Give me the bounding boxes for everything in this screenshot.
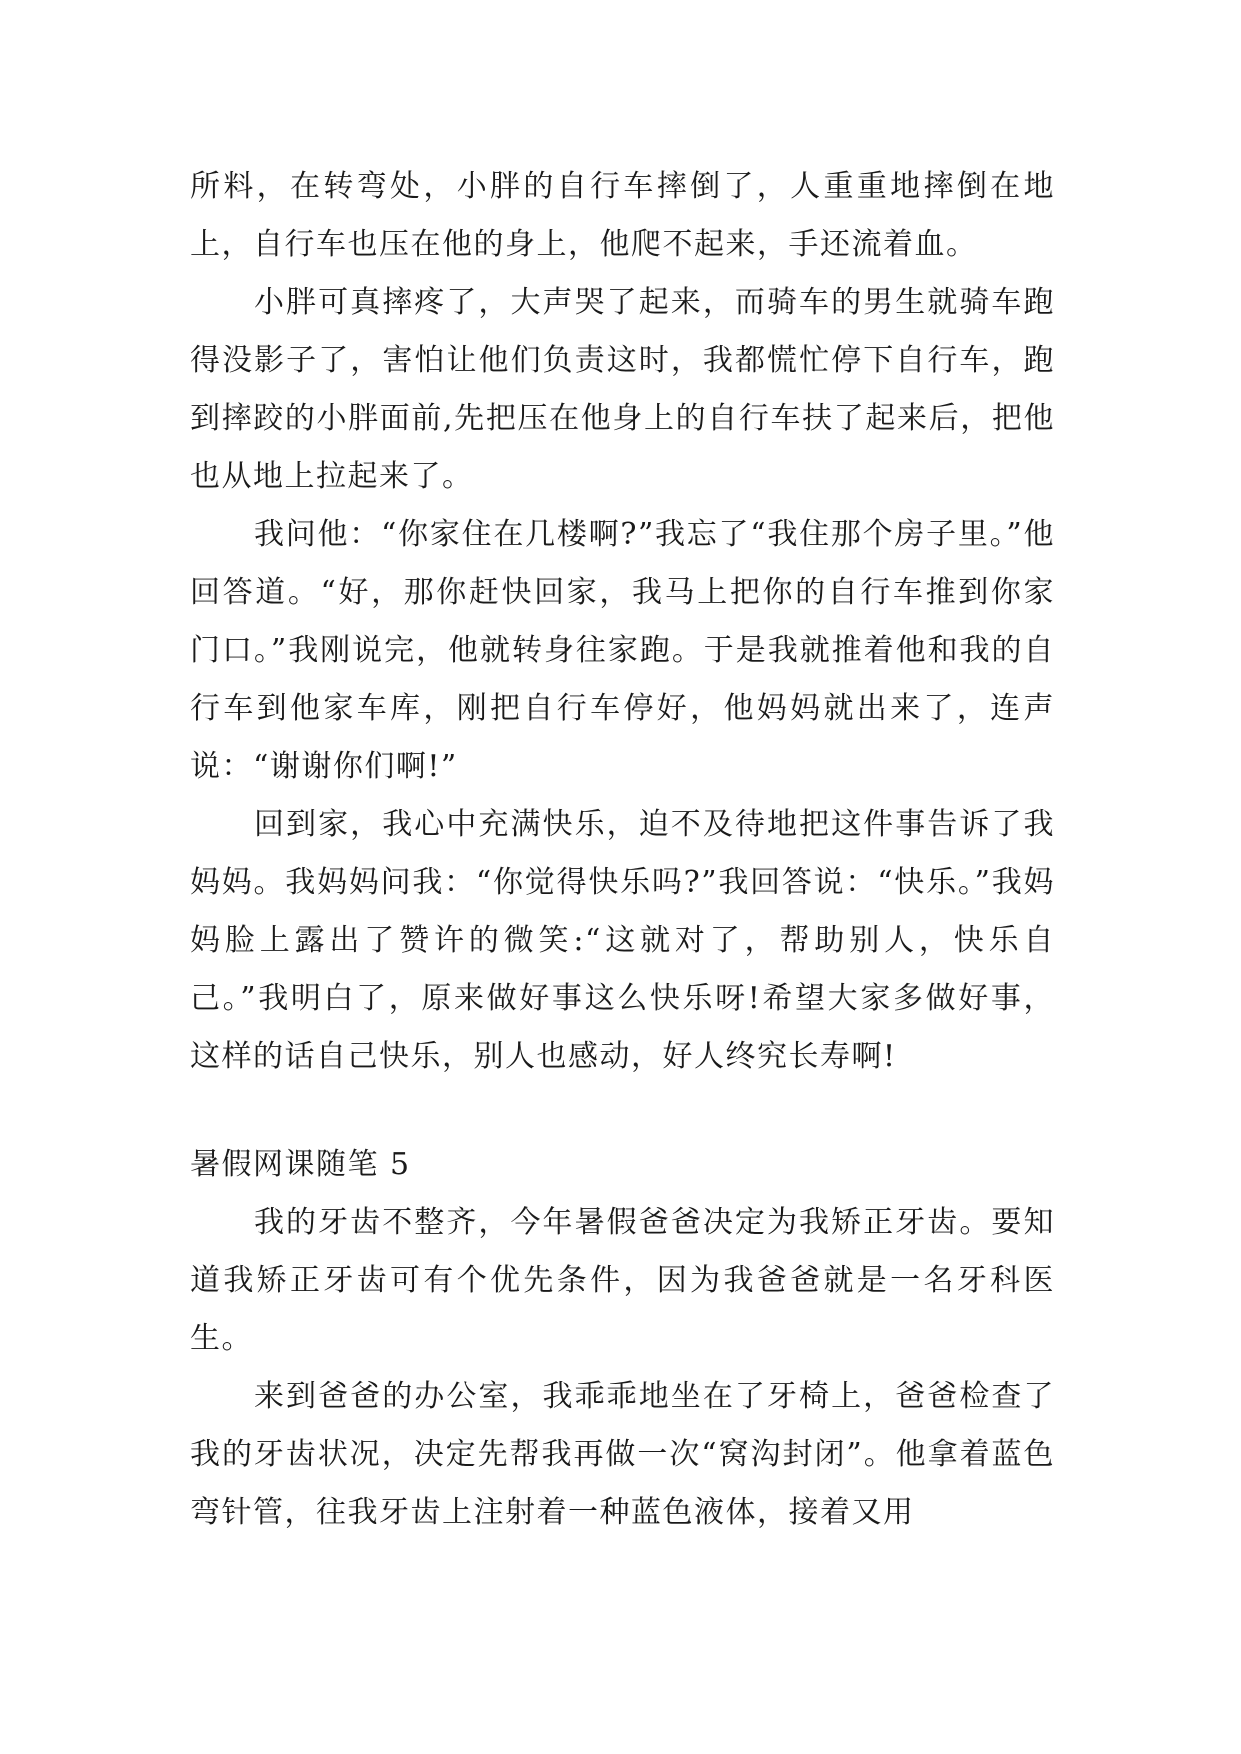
paragraph-continued: 所料，在转弯处，小胖的自行车摔倒了，人重重地摔倒在地上，自行车也压在他的身上，他爬不起来，手还流着血。 xyxy=(190,169,1055,262)
paragraph: 来到爸爸的办公室，我乖乖地坐在了牙椅上，爸爸检查了我的牙齿状况，决定先帮我再做一次“窝沟封闭”。他拿着蓝色弯针管，往我牙齿上注射着一种蓝色液体，接着又用 xyxy=(190,1379,1055,1530)
paragraph: 我问他：“你家住在几楼啊?”我忘了“我住那个房子里。”他回答道。“好，那你赶快回家，我马上把你的自行车推到你家门口。”我刚说完，他就转身往家跑。于是我就推着他和我的自行车到他家车库，刚把自行车停好，他妈妈就出来了，连声说：“谢谢你们啊!” xyxy=(190,517,1055,784)
paragraph: 我的牙齿不整齐，今年暑假爸爸决定为我矫正牙齿。要知道我矫正牙齿可有个优先条件，因为我爸爸就是一名牙科医生。 xyxy=(190,1205,1055,1356)
paragraph: 小胖可真摔疼了，大声哭了起来，而骑车的男生就骑车跑得没影子了，害怕让他们负责这时，我都慌忙停下自行车，跑到摔跤的小胖面前,先把压在他身上的自行车扶了起来后，把他也从地上拉起来了。 xyxy=(190,285,1055,494)
section-title: 暑假网课随笔 5 xyxy=(190,1147,411,1182)
paragraph: 回到家，我心中充满快乐，迫不及待地把这件事告诉了我妈妈。我妈妈问我：“你觉得快乐吗?”我回答说：“快乐。”我妈妈脸上露出了赞许的微笑:“这就对了，帮助别人，快乐自己。”我明白了，原来做好事这么快乐呀!希望大家多做好事，这样的话自己快乐，别人也感动，好人终究长寿啊! xyxy=(190,807,1055,1074)
document-body xyxy=(190,158,1055,1542)
